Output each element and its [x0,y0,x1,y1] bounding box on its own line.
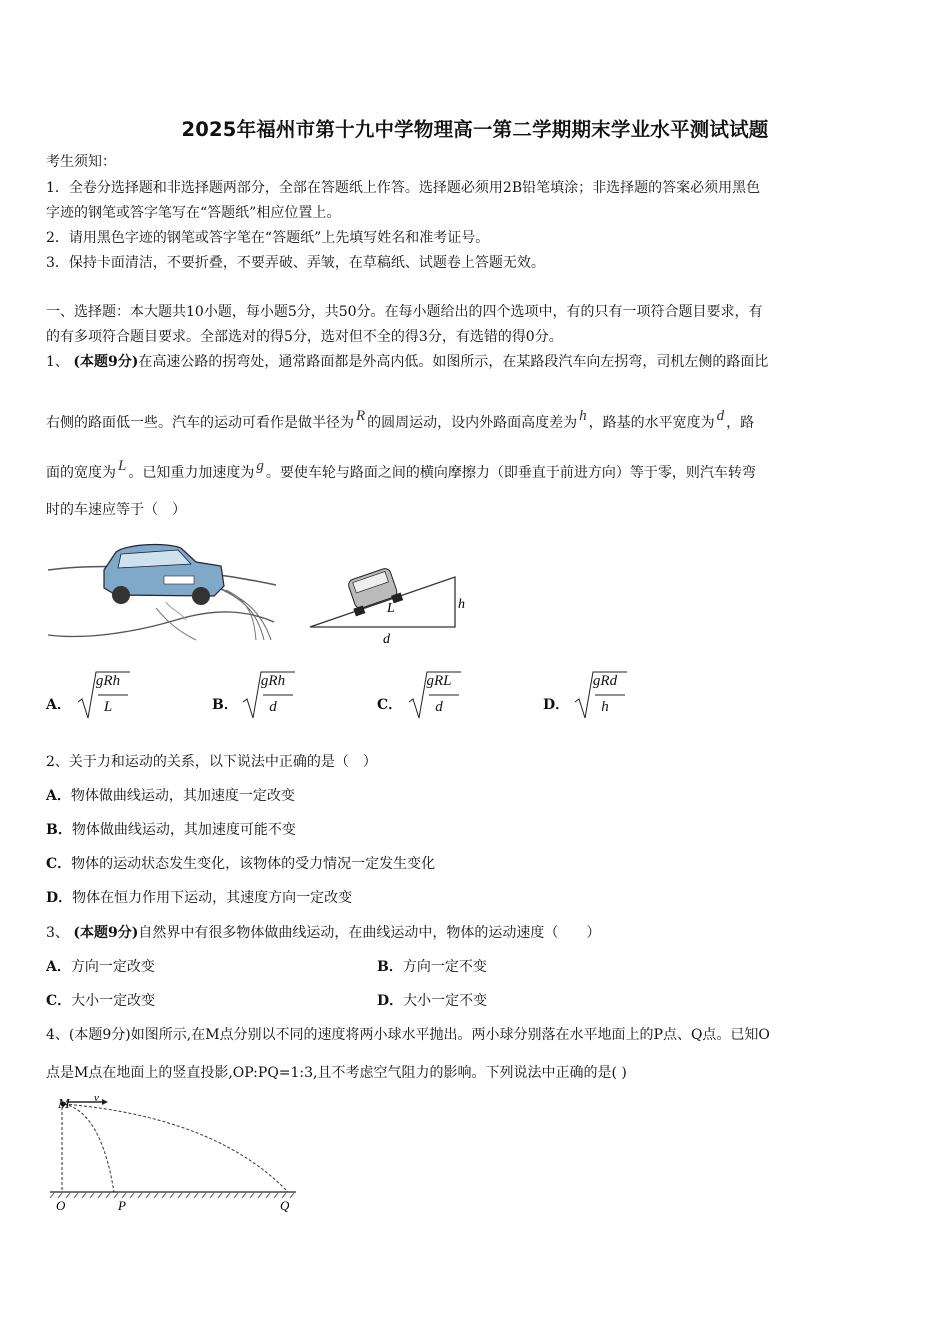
q3-option-c-label: C． [46,993,72,1009]
q2-option-c-label: C． [46,856,72,872]
q1-option-d-denominator: h [601,699,609,715]
q2-option-b-text: 物体做曲线运动，其加速度可能不变 [71,822,296,838]
q1-line4: 时的车速应等于（ ） [46,502,186,518]
q2-option-d-label: D． [46,890,73,906]
q1-score-tag: (本题9分) [73,354,139,370]
var-g: g [256,458,264,474]
q2-option-c[interactable] [46,854,435,874]
q1-text-3a: 面的宽度为 [46,465,116,481]
q1-option-b-label[interactable]: B． [212,697,238,713]
q1-text-3c: 。要使车轮与路面之间的横向摩擦力（即垂直于前进方向）等于零，则汽车转弯 [265,465,756,481]
q1-text-2d: ，路 [726,415,755,431]
section-intro-line2: 的有多项符合题目要求。全部选对的得5分，选对但不全的得3分，有选错的得0分。 [46,329,563,345]
projectile-diagram [46,1092,301,1217]
q3-option-a-text: 方向一定改变 [70,959,155,975]
q3-option-a[interactable] [46,957,155,977]
q2-option-d-text: 物体在恒力作用下运动，其速度方向一定改变 [72,890,353,906]
fig-label-P: P [118,1198,126,1213]
q4-line1: 4、(本题9分)如图所示,在M点分别以不同的速度将两小球水平抛出。两小球分别落在水平地面上的P点、Q点。已知O [46,1027,770,1043]
q1-text-2a: 右侧的路面低一些。汽车的运动可看作是做半径为 [46,415,354,431]
q3-option-a-label: A． [46,959,71,975]
q3-number: 3、 [46,925,69,941]
q3-score-tag: (本题9分) [73,925,139,941]
q1-option-a-label[interactable]: A． [46,697,71,713]
q3-option-b-text: 方向一定不变 [402,959,487,975]
fig-label-O: O [56,1198,66,1213]
notice-item-2: 2．请用黑色字迹的钢笔或答字笔在“答题纸”上先填写姓名和准考证号。 [46,230,490,246]
q1-option-d-numerator: gRd [592,673,618,689]
q1-option-c-label[interactable]: C． [377,697,403,713]
q1-option-c-numerator: gRL [426,673,452,689]
q2-option-b-label: B． [46,822,72,838]
q1-option-a-numerator: gRh [95,673,121,689]
fig-label-d: d [383,632,390,647]
q3-option-d-text: 大小一定不变 [403,993,488,1009]
fig-label-M: M [58,1097,70,1112]
q1-text-3b: 。已知重力加速度为 [128,465,255,481]
q3-option-b[interactable] [377,957,487,977]
q3-option-c[interactable] [46,991,155,1011]
notice-heading: 考生须知： [46,154,116,170]
q1-text-2b: 的圆周运动，设内外路面高度差为 [367,415,578,431]
q4-line2: 点是M点在地面上的竖直投影,OP:PQ=1:3,且不考虑空气阻力的影响。下列说法中正确的是( ) [46,1065,627,1081]
q2-option-d[interactable] [46,888,352,908]
fig-label-h: h [458,597,465,612]
q2-option-a-label: A． [46,788,71,804]
q3-text: 自然界中有很多物体做曲线运动，在曲线运动中，物体的运动速度（ ） [138,925,601,941]
var-R: R [356,408,366,424]
q1-option-b-numerator: gRh [260,673,286,689]
q2-option-a-text: 物体做曲线运动，其加速度一定改变 [70,788,295,804]
fig-label-L: L [387,601,395,616]
q1-option-a-denominator: L [103,699,113,715]
q3-option-d-label: D． [377,993,404,1009]
q1-text-1: 在高速公路的拐弯处，通常路面都是外高内低。如图所示，在某路段汽车向左拐弯，司机左侧的路面比 [138,354,769,370]
q2-option-c-text: 物体的运动状态发生变化，该物体的受力情况一定发生变化 [71,856,436,872]
q1-number: 1、 [46,354,69,370]
q1-line3 [46,458,756,483]
notice-item-1-cont: 字迹的钢笔或答字笔写在“答题纸”相应位置上。 [46,205,341,221]
var-d: d [716,408,725,424]
q3-option-b-label: B． [377,959,403,975]
q1-option-c-denominator: d [435,699,443,715]
fig-label-Q: Q [280,1198,290,1213]
q2-stem: 2、关于力和运动的关系，以下说法中正确的是（ ） [46,754,377,770]
var-L: L [118,458,127,474]
q3-option-d[interactable] [377,991,487,1011]
q2-option-b[interactable] [46,820,296,840]
q1-line1 [46,352,768,372]
notice-item-1: 1．全卷分选择题和非选择题两部分，全部在答题纸上作答。选择题必须用2B铅笔填涂；非选择题的答案必须用黑色 [46,180,761,196]
q1-line2 [46,408,755,433]
q2-option-a[interactable] [46,786,295,806]
fig-label-v: v [94,1092,99,1104]
q1-option-b-denominator: d [269,699,277,715]
page-title: 2025年福州市第十九中学物理高一第二学期期末学业水平测试试题 [181,118,769,141]
section-intro-line1: 一、选择题：本大题共10小题，每小题5分，共50分。在每小题给出的四个选项中，有的只有一项符合题目要求，有 [46,304,763,320]
notice-item-3: 3．保持卡面清洁，不要折叠，不要弄破、弄皱，在草稿纸、试题卷上答题无效。 [46,255,545,271]
q1-option-d-label[interactable]: D． [543,697,570,713]
q3-option-c-text: 大小一定改变 [71,993,156,1009]
q1-text-2c: ，路基的水平宽度为 [588,415,715,431]
banked-road-diagram [305,555,470,650]
var-h: h [579,408,587,424]
car-turning-illustration [46,540,278,650]
q3-stem [46,923,600,943]
